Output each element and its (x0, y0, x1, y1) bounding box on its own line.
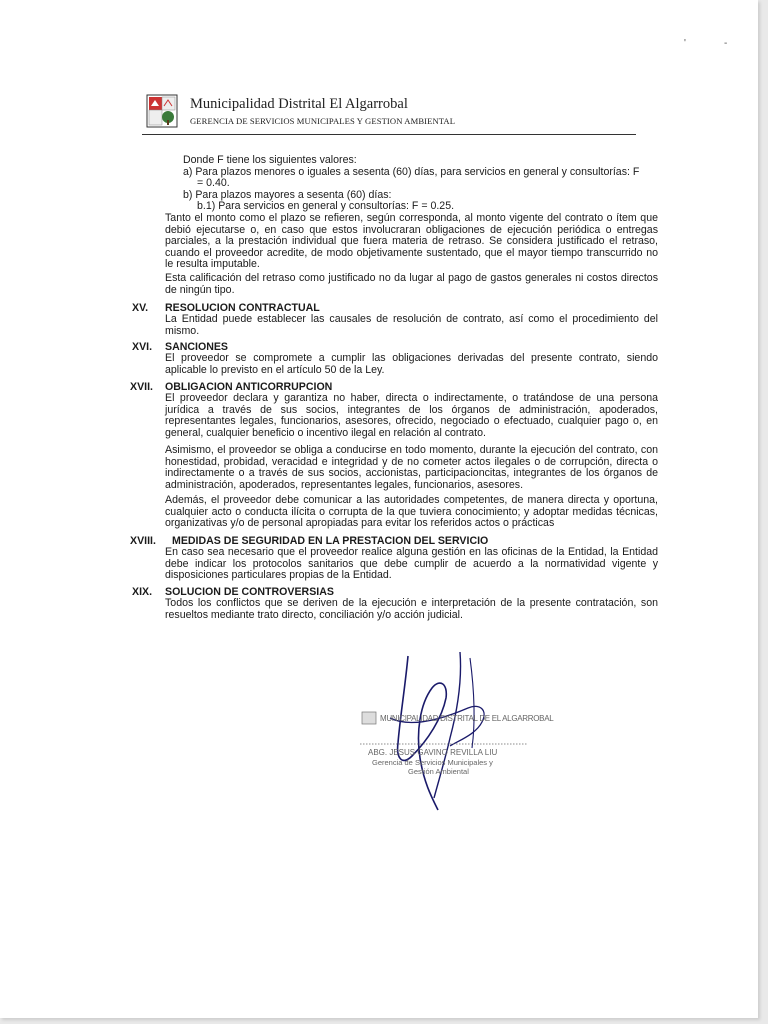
section-title: OBLIGACION ANTICORRUPCION (165, 381, 333, 393)
signatory-name: ABG. JESUS GAVINO REVILLA LIU (368, 748, 498, 757)
department-name: GERENCIA DE SERVICIOS MUNICIPALES Y GESTION AMBIENTAL (190, 116, 456, 126)
section-number: XVII. (130, 381, 153, 393)
section-title: RESOLUCION CONTRACTUAL (165, 302, 320, 314)
section-text: El proveedor declara y garantiza no haber, directa o indirectamente, o tratándose de una persona jurídica a través de sus socios, integrantes de los órganos de administración, apoderados, representantes legales, funcionarios, asesores, ofrecido, negociado o efectuado, cualquier pago o, en general, cualquier beneficio o incentivo ilegal en relación al contrato. (165, 392, 658, 439)
section-text: Asimismo, el proveedor se obliga a conducirse en todo momento, durante la ejecución del contrato, con honestidad, probidad, veracidad e integridad y de no cometer actos ilegales o de corrupción, directa o indirectamente o a través de sus socios, accionistas, participacioncitas, integrantes de los órganos de administración, apoderados, representantes legales, funcionarios, asesores. (165, 444, 658, 491)
signature-block (350, 648, 554, 818)
value-a-cont: = 0.40. (197, 177, 230, 189)
section-text: Todos los conflictos que se deriven de la ejecución e interpretación de la presente contratación, son resueltos mediante trato directo, conciliación y/o acción judicial. (165, 597, 658, 621)
section-number: XIX. (132, 586, 153, 598)
handwritten-signature (350, 648, 550, 818)
scan-marks: ' (684, 38, 686, 49)
section-title: SANCIONES (165, 341, 228, 353)
paragraph-justified: Esta calificación del retraso como justificado no da lugar al pago de gastos generales ni costos directos de ningún tipo. (165, 272, 658, 296)
seal-text: MUNICIPALIDAD DISTRITAL DE EL ALGARROBAL (380, 714, 554, 723)
signatory-role-cont: Gestión Ambiental (408, 767, 469, 776)
section-number: XVIII. (130, 535, 156, 547)
municipal-crest-logo (146, 94, 178, 128)
value-a-line: a) Para plazos menores o iguales a sesenta (60) días, para servicios en general y consultorías: F (183, 166, 640, 178)
section-number: XV. (132, 302, 149, 314)
section-text: El proveedor se compromete a cumplir las obligaciones derivadas del presente contrato, siendo aplicable lo previsto en el artículo 50 de la Ley. (165, 352, 658, 376)
section-text: La Entidad puede establecer las causales de resolución de contrato, así como el procedimiento del mismo. (165, 313, 658, 337)
scan-marks: - (724, 38, 728, 49)
municipality-name: Municipalidad Distrital El Algarrobal (190, 96, 408, 112)
signatory-role: Gerencia de Servicios Municipales y (372, 758, 493, 767)
value-b-line: b) Para plazos mayores a sesenta (60) días: (183, 189, 392, 201)
section-number: XVI. (132, 341, 153, 353)
section-text: Además, el proveedor debe comunicar a las autoridades competentes, de manera directa y oportuna, cualquier acto o conducta ilícita o corrupta de la que tuviera conocimiento; y adoptar medidas técnicas, organizativas y/o de personal apropiadas para evitar los referidos actos o prácticas (165, 494, 658, 530)
paragraph-delay: Tanto el monto como el plazo se refieren, según corresponda, al monto vigente del contrato o ítem que debió ejecutarse o, en caso que estos involucraran obligaciones de ejecución periódica o entregas parciales, a la prestación individual que fuera materia de retraso. Se considera justificado el retraso, cuando el proveedor acredite, de modo objetivamente sustentado, que el mayor tiempo transcurrido no le resulta imputable. (165, 212, 658, 271)
section-title: MEDIDAS DE SEGURIDAD EN LA PRESTACION DEL SERVICIO (172, 535, 489, 547)
formula-intro: Donde F tiene los siguientes valores: (183, 154, 357, 166)
section-title: SOLUCION DE CONTROVERSIAS (165, 586, 334, 598)
value-b1-line: b.1) Para servicios en general y consultorías: F = 0.25. (197, 200, 455, 212)
section-text: En caso sea necesario que el proveedor realice alguna gestión en las oficinas de la Entidad, la Entidad debe indicar los protocolos sanitarios que debe cumplir de acuerdo a la normatividad vigente y disposiciones particulares propias de la Entidad. (165, 546, 658, 582)
header-rule (142, 134, 636, 135)
